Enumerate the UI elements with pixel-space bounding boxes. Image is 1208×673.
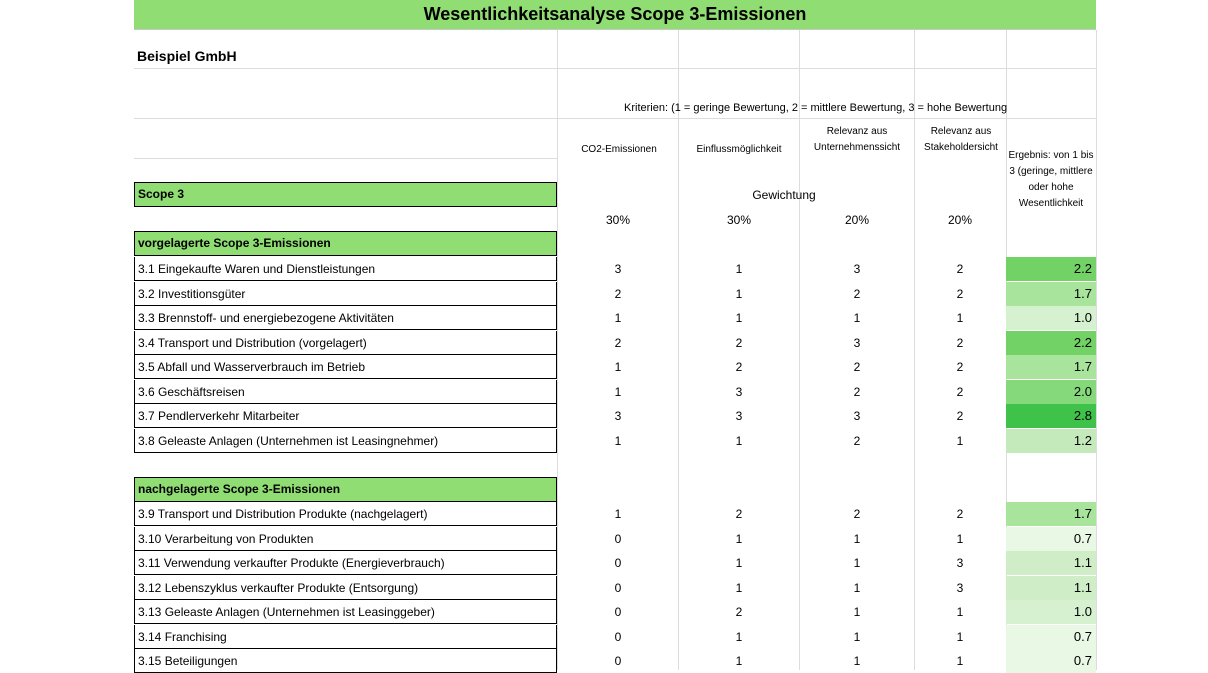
- cell-co2[interactable]: 0: [614, 605, 622, 619]
- cell-relevanz-stakeholder[interactable]: 3: [956, 556, 964, 570]
- row-label[interactable]: 3.12 Lebenszyklus verkaufter Produkte (Entsorgung): [134, 576, 557, 600]
- row-label[interactable]: 3.1 Eingekaufte Waren und Dienstleistungen: [134, 257, 557, 281]
- cell-relevanz-unternehmen[interactable]: 1: [853, 654, 861, 668]
- cell-relevanz-unternehmen[interactable]: 2: [853, 507, 861, 521]
- cell-co2[interactable]: 0: [614, 654, 622, 668]
- table-row: [134, 576, 1096, 600]
- cell-einfluss[interactable]: 1: [735, 311, 743, 325]
- table-row: [134, 331, 1096, 355]
- cell-relevanz-unternehmen[interactable]: 1: [853, 531, 861, 546]
- table-row: [134, 649, 1096, 673]
- grid-line: [134, 68, 1096, 69]
- cell-relevanz-stakeholder[interactable]: 2: [956, 262, 964, 276]
- cell-relevanz-unternehmen[interactable]: 1: [853, 556, 861, 570]
- cell-relevanz-stakeholder[interactable]: 1: [956, 311, 964, 325]
- cell-relevanz-unternehmen[interactable]: 3: [853, 335, 861, 350]
- cell-einfluss[interactable]: 1: [735, 654, 743, 668]
- cell-ergebnis[interactable]: 2.8: [1006, 404, 1096, 428]
- cell-co2[interactable]: 0: [614, 556, 622, 570]
- cell-ergebnis[interactable]: 0.7: [1006, 649, 1096, 673]
- col-header-relevanz-unternehmen[interactable]: Relevanz aus Unternehmenssicht: [813, 126, 901, 153]
- cell-relevanz-unternehmen[interactable]: 2: [853, 286, 861, 301]
- cell-ergebnis[interactable]: 1.0: [1006, 600, 1096, 624]
- row-label[interactable]: 3.4 Transport und Distribution (vorgelagert): [134, 331, 557, 355]
- col-header-co2[interactable]: CO2-Emissionen: [581, 144, 657, 155]
- cell-ergebnis[interactable]: 2.2: [1006, 257, 1096, 281]
- cell-einfluss[interactable]: 3: [735, 384, 743, 399]
- cell-relevanz-stakeholder[interactable]: 2: [956, 409, 964, 423]
- cell-co2[interactable]: 1: [614, 311, 622, 325]
- cell-relevanz-unternehmen[interactable]: 1: [853, 605, 861, 619]
- spreadsheet: [134, 0, 1098, 670]
- col-header-ergebnis[interactable]: Ergebnis: von 1 bis 3 (geringe, mittlere oder hohe Wesentlichkeit: [1008, 150, 1094, 209]
- cell-relevanz-stakeholder[interactable]: 1: [956, 605, 964, 619]
- cell-ergebnis[interactable]: 1.7: [1006, 502, 1096, 526]
- cell-ergebnis[interactable]: 2.0: [1006, 380, 1096, 404]
- col-header-relevanz-stakeholder[interactable]: Relevanz aus Stakeholdersicht: [924, 126, 998, 153]
- cell-co2[interactable]: 0: [614, 531, 622, 546]
- row-label[interactable]: 3.10 Verarbeitung von Produkten: [134, 527, 557, 551]
- cell-co2[interactable]: 1: [614, 433, 622, 448]
- cell-relevanz-unternehmen[interactable]: 3: [853, 409, 861, 423]
- cell-einfluss[interactable]: 2: [735, 605, 743, 619]
- weight-relevanz-unternehmen[interactable]: 20%: [844, 213, 870, 227]
- row-label[interactable]: 3.3 Brennstoff- und energiebezogene Aktivitäten: [134, 306, 557, 330]
- cell-co2[interactable]: 3: [614, 409, 622, 423]
- table-row: [134, 380, 1096, 404]
- cell-einfluss[interactable]: 1: [735, 580, 743, 595]
- cell-relevanz-stakeholder[interactable]: 1: [956, 629, 964, 644]
- cell-einfluss[interactable]: 2: [735, 335, 743, 350]
- cell-relevanz-unternehmen[interactable]: 2: [853, 433, 861, 448]
- table-row: [134, 355, 1096, 379]
- cell-relevanz-stakeholder[interactable]: 2: [956, 360, 964, 374]
- row-label[interactable]: 3.5 Abfall und Wasserverbrauch im Betrieb: [134, 355, 557, 379]
- cell-einfluss[interactable]: 1: [735, 629, 743, 644]
- cell-einfluss[interactable]: 3: [735, 409, 743, 423]
- row-label[interactable]: 3.15 Beteiligungen: [134, 649, 557, 673]
- table-row: [134, 527, 1096, 551]
- row-label[interactable]: 3.8 Geleaste Anlagen (Unternehmen ist Leasingnehmer): [134, 429, 557, 453]
- table-row: [134, 625, 1096, 649]
- cell-co2[interactable]: 1: [614, 507, 622, 521]
- row-label[interactable]: 3.13 Geleaste Anlagen (Unternehmen ist Leasinggeber): [134, 600, 557, 624]
- company-name[interactable]: Beispiel GmbH: [137, 48, 237, 64]
- scope-label[interactable]: Scope 3: [134, 182, 557, 207]
- cell-co2[interactable]: 2: [614, 335, 622, 350]
- cell-einfluss[interactable]: 1: [735, 286, 743, 301]
- cell-relevanz-unternehmen[interactable]: 1: [853, 311, 861, 325]
- table-row: [134, 502, 1096, 526]
- row-label[interactable]: 3.6 Geschäftsreisen: [134, 380, 557, 404]
- cell-ergebnis[interactable]: 1.0: [1006, 306, 1096, 330]
- cell-co2[interactable]: 1: [614, 360, 622, 374]
- cell-einfluss[interactable]: 1: [735, 531, 743, 546]
- cell-ergebnis[interactable]: 0.7: [1006, 625, 1096, 649]
- upstream-heading[interactable]: vorgelagerte Scope 3-Emissionen: [134, 231, 557, 256]
- cell-relevanz-unternehmen[interactable]: 3: [853, 262, 861, 276]
- cell-ergebnis[interactable]: 0.7: [1006, 527, 1096, 551]
- cell-einfluss[interactable]: 1: [735, 262, 743, 276]
- cell-co2[interactable]: 0: [614, 580, 622, 595]
- table-row: [134, 600, 1096, 624]
- row-label[interactable]: 3.7 Pendlerverkehr Mitarbeiter: [134, 404, 557, 428]
- weight-co2[interactable]: 30%: [605, 213, 631, 227]
- cell-relevanz-stakeholder[interactable]: 2: [956, 507, 964, 521]
- grid-line: [134, 158, 557, 159]
- table-row: [134, 282, 1096, 306]
- cell-einfluss[interactable]: 2: [735, 507, 743, 521]
- cell-relevanz-stakeholder[interactable]: 2: [956, 286, 964, 301]
- downstream-heading[interactable]: nachgelagerte Scope 3-Emissionen: [134, 477, 557, 502]
- cell-relevanz-stakeholder[interactable]: 1: [956, 433, 964, 448]
- weight-einfluss[interactable]: 30%: [726, 213, 752, 227]
- cell-relevanz-stakeholder[interactable]: 1: [956, 531, 964, 546]
- cell-relevanz-stakeholder[interactable]: 2: [956, 384, 964, 399]
- cell-relevanz-stakeholder[interactable]: 1: [956, 654, 964, 668]
- cell-co2[interactable]: 1: [614, 384, 622, 399]
- cell-einfluss[interactable]: 1: [735, 556, 743, 570]
- table-row: [134, 404, 1096, 428]
- cell-ergebnis[interactable]: 1.1: [1006, 576, 1096, 600]
- cell-relevanz-stakeholder[interactable]: 2: [956, 335, 964, 350]
- cell-co2[interactable]: 0: [614, 629, 622, 644]
- cell-relevanz-unternehmen[interactable]: 2: [853, 360, 861, 374]
- gewichtung-label[interactable]: Gewichtung: [752, 188, 816, 202]
- cell-ergebnis[interactable]: 1.7: [1006, 355, 1096, 379]
- table-row: [134, 257, 1096, 281]
- grid-line: [134, 118, 1096, 119]
- criteria-note[interactable]: Kriterien: (1 = geringe Bewertung, 2 = mittlere Bewertung, 3 = hohe Bewertung: [624, 102, 1008, 114]
- row-label[interactable]: 3.9 Transport und Distribution Produkte (nachgelagert): [134, 502, 557, 526]
- row-label[interactable]: 3.14 Franchising: [134, 625, 557, 649]
- cell-relevanz-unternehmen[interactable]: 1: [853, 580, 861, 595]
- grid-line: [1096, 30, 1097, 670]
- table-row: [134, 306, 1096, 330]
- cell-co2[interactable]: 2: [614, 286, 622, 301]
- col-header-einfluss[interactable]: Einflussmöglichkeit: [696, 144, 782, 155]
- weight-relevanz-stakeholder[interactable]: 20%: [947, 213, 973, 227]
- row-label[interactable]: 3.2 Investitionsgüter: [134, 282, 557, 306]
- cell-einfluss[interactable]: 2: [735, 360, 743, 374]
- row-label[interactable]: 3.11 Verwendung verkaufter Produkte (Energieverbrauch): [134, 551, 557, 575]
- cell-relevanz-unternehmen[interactable]: 1: [853, 629, 861, 644]
- cell-co2[interactable]: 3: [614, 262, 622, 276]
- cell-ergebnis[interactable]: 1.1: [1006, 551, 1096, 575]
- cell-einfluss[interactable]: 1: [735, 433, 743, 448]
- table-row: [134, 429, 1096, 453]
- cell-ergebnis[interactable]: 1.2: [1006, 429, 1096, 453]
- table-row: [134, 551, 1096, 575]
- cell-ergebnis[interactable]: 1.7: [1006, 282, 1096, 306]
- cell-ergebnis[interactable]: 2.2: [1006, 331, 1096, 355]
- cell-relevanz-unternehmen[interactable]: 2: [853, 384, 861, 399]
- sheet-title[interactable]: Wesentlichkeitsanalyse Scope 3-Emissionen: [134, 0, 1096, 30]
- cell-relevanz-stakeholder[interactable]: 3: [956, 580, 964, 595]
